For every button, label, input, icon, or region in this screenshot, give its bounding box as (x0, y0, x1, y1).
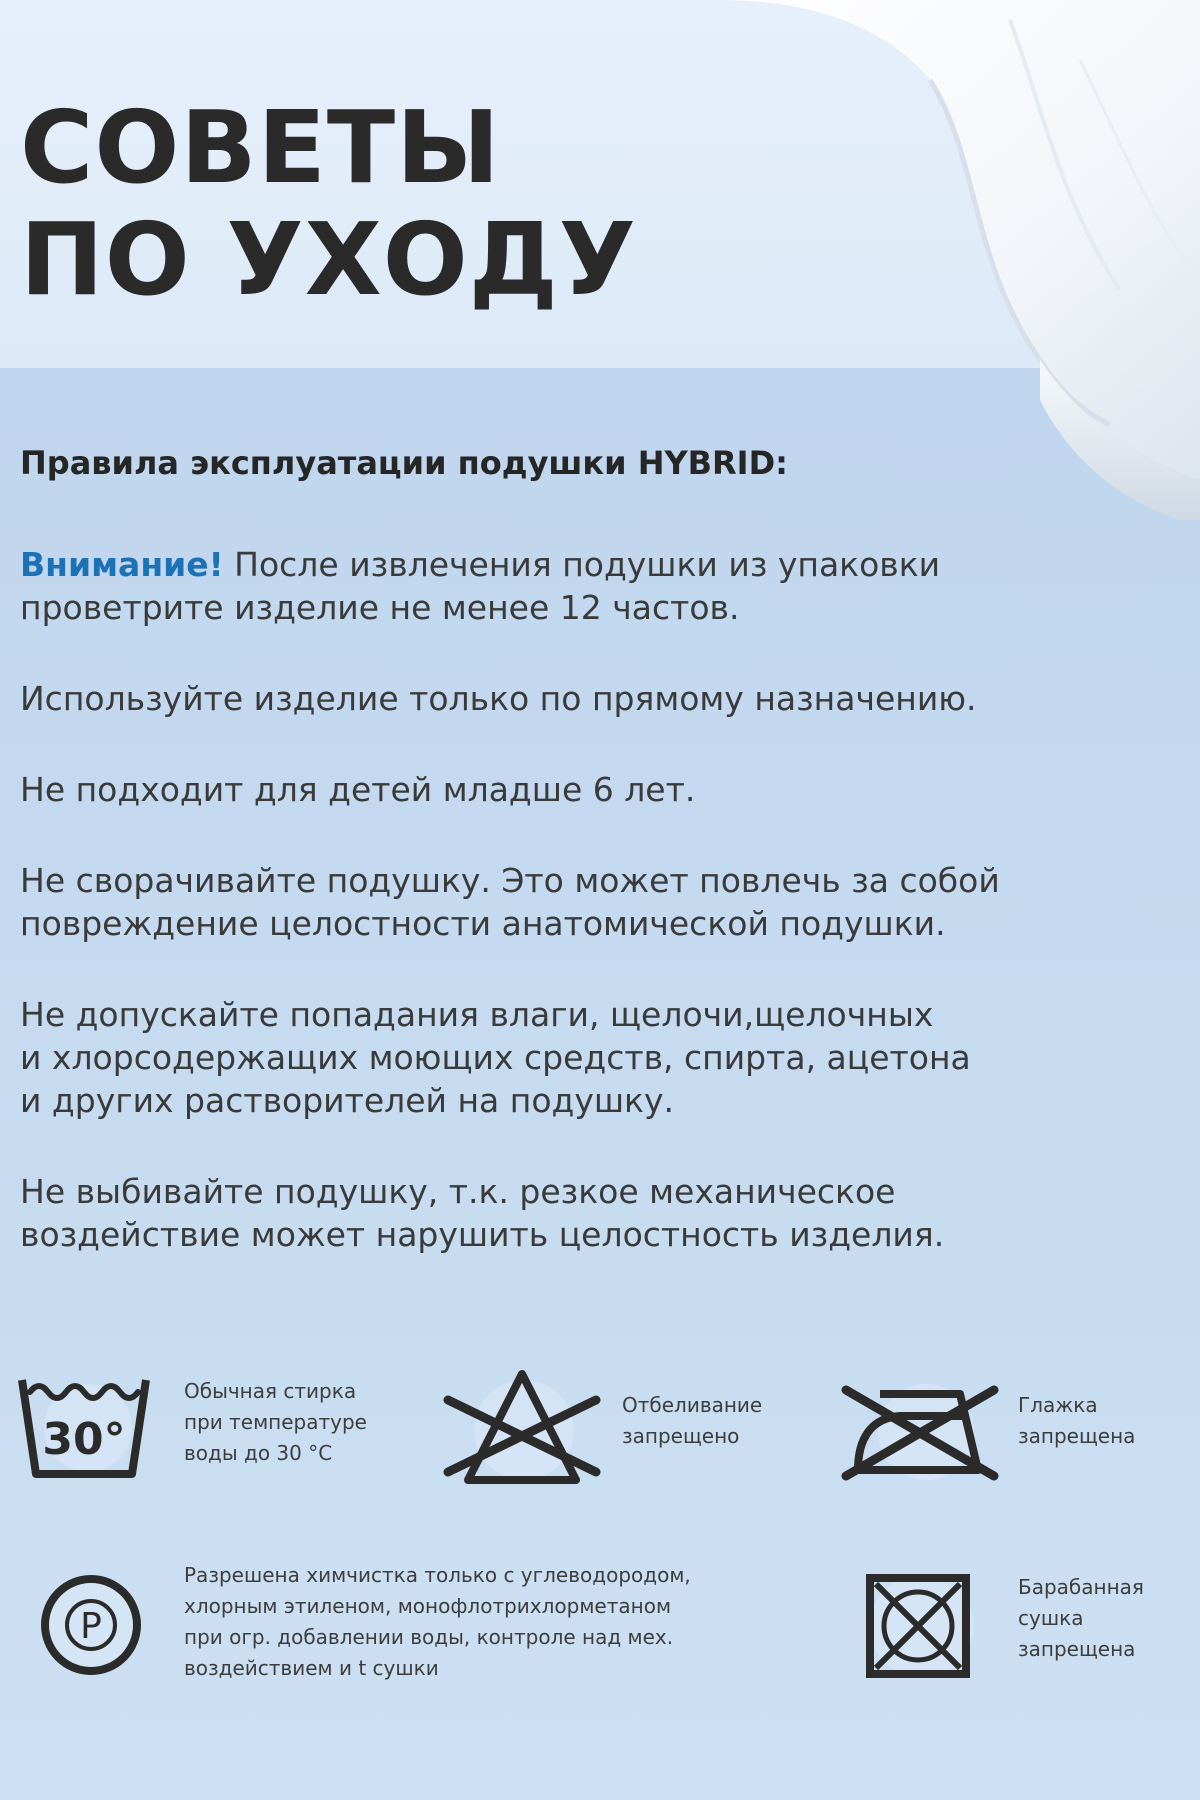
rule-paragraph (20, 993, 1160, 1122)
rule-paragraph (20, 677, 1160, 720)
rule-paragraph (20, 1170, 1160, 1256)
rule-line: Используйте изделие только по прямому назначению. (20, 679, 977, 718)
dryclean-label (184, 1560, 691, 1684)
bleach-label-line: Отбеливание (622, 1393, 763, 1417)
rule-line: Не выбивайте подушку, т.к. резкое механическое (20, 1172, 896, 1211)
dry-clean-letter: P (80, 1606, 102, 1647)
rule-line: воздействие может нарушить целостность изделия. (20, 1215, 945, 1254)
rule-line: Не допускайте попадания влаги, щелочи,щелочных (20, 995, 934, 1034)
rule-paragraph (20, 768, 1160, 811)
tumble-label-line: Барабанная (1018, 1575, 1144, 1599)
attention-label: Внимание! (20, 545, 224, 584)
no-bleach-icon (442, 1360, 602, 1492)
dryclean-label-line: хлорным этиленом, монофлотрихлорметаном (184, 1594, 672, 1618)
rule-line: Не сворачивайте подушку. Это может повлечь за собой (20, 861, 1000, 900)
dry-clean-p-icon (36, 1570, 146, 1680)
dryclean-label-line: воздействием и t сушки (184, 1656, 439, 1680)
dryclean-label-line: Разрешена химчистка только с углеводородом, (184, 1563, 691, 1587)
bleach-label-line: запрещено (622, 1424, 740, 1448)
wash-label-line: при температуре (184, 1410, 367, 1434)
iron-label-line: Глажка (1018, 1393, 1098, 1417)
attention-text-line-2: проветрите изделие не менее 12 частов. (20, 588, 740, 627)
attention-paragraph (20, 543, 1160, 629)
no-tumble-dry-icon (862, 1570, 978, 1686)
title-line-1: СОВЕТЫ (20, 89, 501, 206)
rule-line: Не подходит для детей младше 6 лет. (20, 770, 696, 809)
page-title (20, 89, 637, 318)
rule-line: повреждение целостности анатомической подушки. (20, 904, 946, 943)
iron-label (1018, 1390, 1135, 1452)
wash-label (184, 1376, 367, 1469)
wash-30-icon (14, 1370, 154, 1486)
wash-label-line: воды до 30 °C (184, 1441, 333, 1465)
iron-label-line: запрещена (1018, 1424, 1136, 1448)
no-iron-icon (840, 1370, 1000, 1490)
rule-line: и хлорсодержащих моющих средств, спирта, ацетона (20, 1038, 971, 1077)
tumble-label-line: сушка (1018, 1606, 1084, 1630)
wash-label-line: Обычная стирка (184, 1379, 357, 1403)
rule-paragraph (20, 859, 1160, 945)
dryclean-label-line: при огр. добавлении воды, контроле над мех. (184, 1625, 674, 1649)
rules-section (20, 442, 1160, 1304)
tumble-label-line: запрещена (1018, 1637, 1136, 1661)
tumble-label (1018, 1572, 1144, 1665)
attention-text: После извлечения подушки из упаковки (223, 545, 941, 584)
wash-temp-label: 30° (42, 1414, 126, 1465)
rule-line: и других растворителей на подушку. (20, 1081, 675, 1120)
rules-heading: Правила эксплуатации подушки HYBRID: (20, 444, 788, 482)
bleach-label (622, 1390, 762, 1452)
title-line-2: ПО УХОДУ (20, 201, 637, 318)
